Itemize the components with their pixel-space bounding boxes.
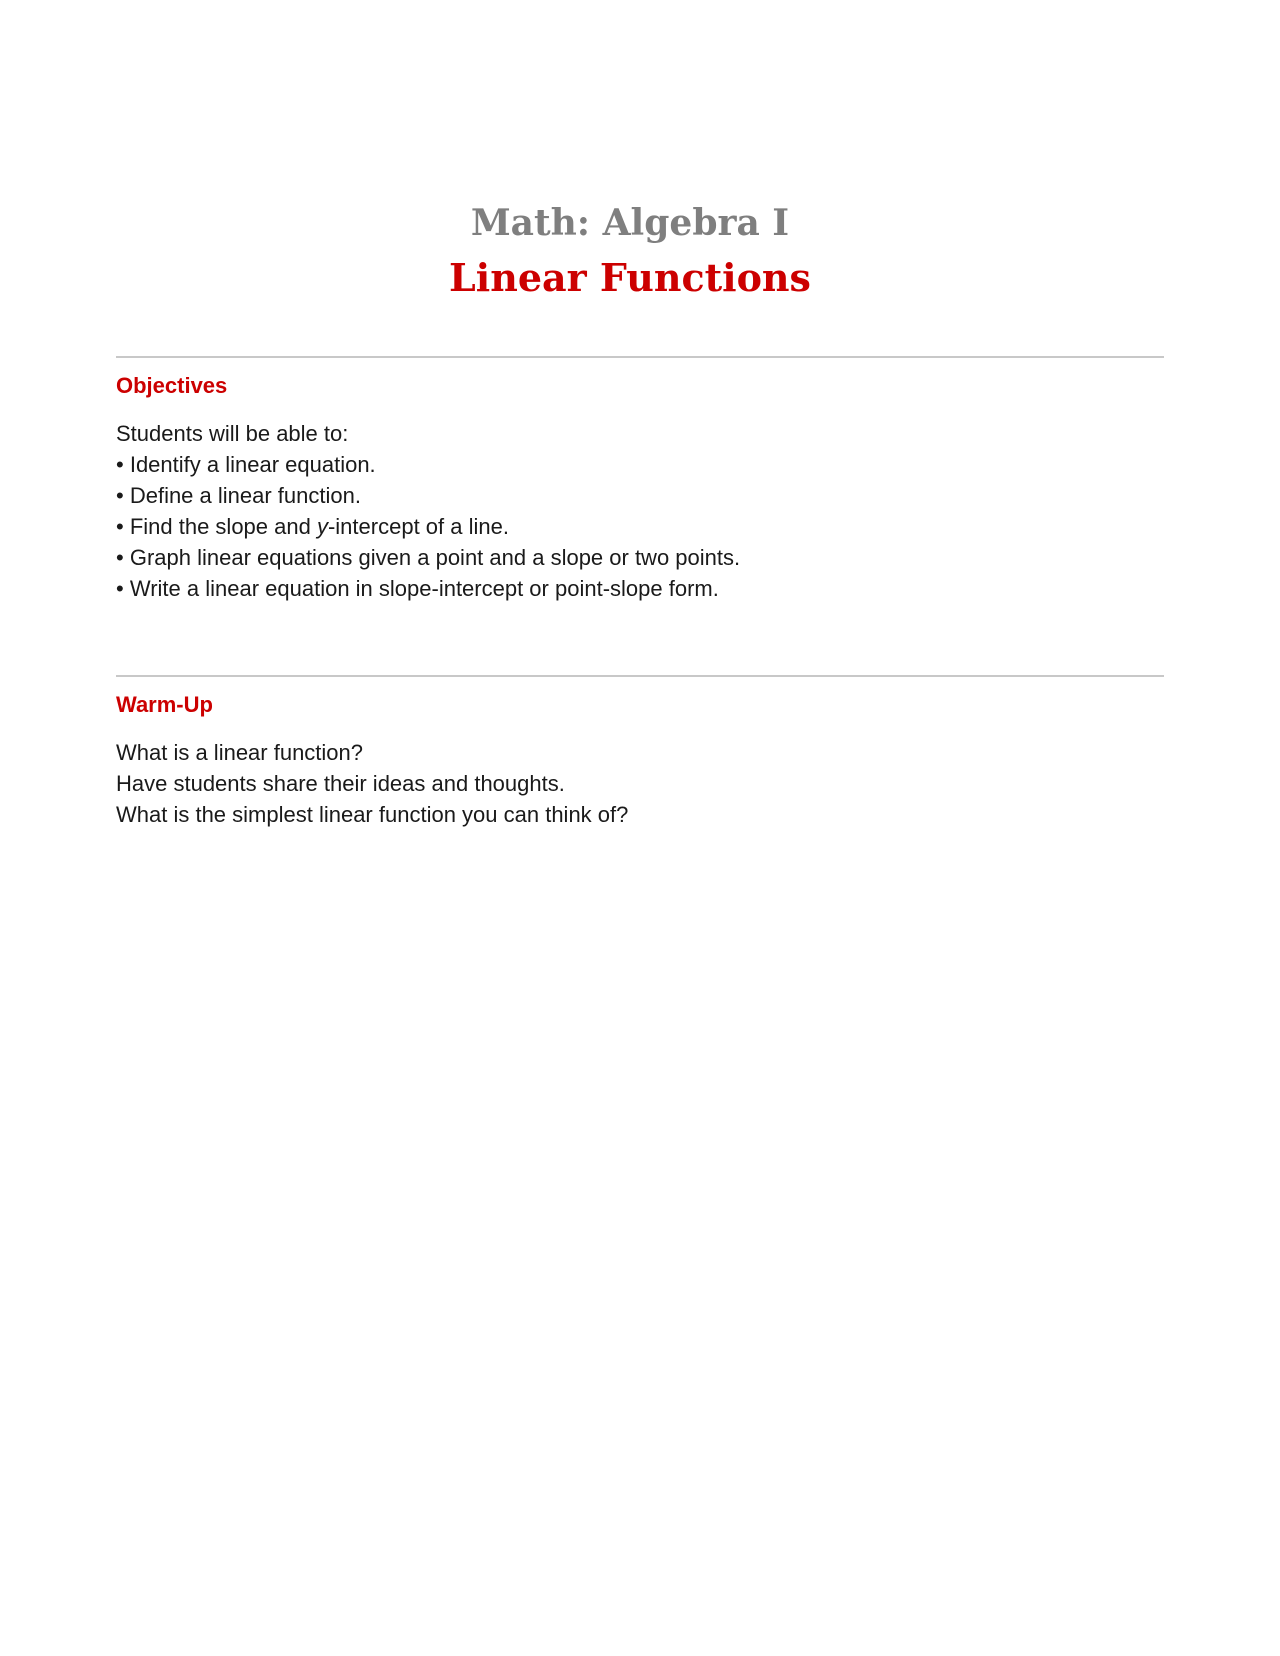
objective-text-after: -intercept of a line.: [327, 514, 509, 539]
warmup-section: [116, 675, 1164, 830]
objective-item: [116, 573, 1164, 604]
warmup-line: Have students share their ideas and thoughts.: [116, 771, 565, 796]
objective-text-italic: y: [316, 514, 328, 539]
objective-item: [116, 542, 1164, 573]
objective-item: [116, 480, 1164, 511]
topic-title: Linear Functions: [449, 255, 811, 300]
document-header: [0, 196, 1260, 306]
warmup-body: [116, 737, 1164, 830]
bullet-glyph: •: [116, 452, 124, 477]
bullet-glyph: •: [116, 576, 124, 601]
objective-text: Define a linear function.: [129, 483, 361, 508]
objective-text: Graph linear equations given a point and a slope or two points.: [129, 545, 741, 570]
warmup-heading: Warm-Up: [116, 692, 213, 717]
section-divider: [116, 675, 1164, 677]
warmup-line: What is the simplest linear function you can think of?: [116, 802, 629, 827]
objective-item: [116, 449, 1164, 480]
warmup-line: What is a linear function?: [116, 740, 364, 765]
bullet-glyph: •: [116, 483, 124, 508]
subject-title: Math: Algebra I: [470, 202, 790, 244]
bullet-glyph: •: [116, 545, 124, 570]
objectives-section: [116, 356, 1164, 604]
objectives-body: [116, 418, 1164, 604]
objective-text: Identify a linear equation.: [129, 452, 376, 477]
objectives-heading: Objectives: [116, 373, 228, 398]
objectives-intro: Students will be able to:: [116, 421, 349, 446]
objective-text-before: Find the slope and: [129, 514, 317, 539]
bullet-glyph: •: [116, 514, 124, 539]
objective-text: Write a linear equation in slope-intercept or point-slope form.: [129, 576, 719, 601]
objective-item: [116, 511, 1164, 542]
section-divider: [116, 356, 1164, 358]
